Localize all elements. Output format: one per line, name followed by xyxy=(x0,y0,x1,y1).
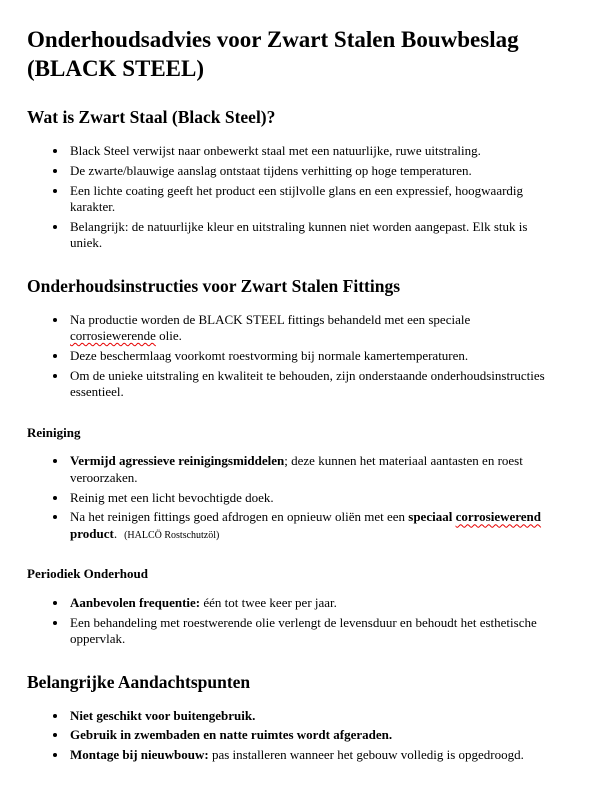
bullet-text: ; deze kunnen het materiaal aantasten en roest veroorzaken. xyxy=(70,453,523,485)
bullet-bold-text: product xyxy=(70,525,114,541)
bullet-text: pas installeren wanneer het gebouw volledig is opgedroogd. xyxy=(208,747,524,763)
bullet-text: Na productie worden de BLACK STEEL fittings behandeld met een speciale xyxy=(70,311,471,327)
bullet-text: Na het reinigen fittings goed afdrogen en opnieuw oliën met een xyxy=(70,509,409,525)
list-item xyxy=(68,490,545,506)
list-item xyxy=(68,219,545,252)
bullet-list-periodiek-onderhoud xyxy=(27,595,545,648)
section-heading-onderhoudsinstructies: Onderhoudsinstructies voor Zwart Stalen Fittings xyxy=(27,275,401,296)
bullet-bold-text: Montage bij nieuwbouw: xyxy=(70,747,209,763)
bullet-text: Deze beschermlaag voorkomt roestvorming bij normale kamertemperaturen. xyxy=(70,348,469,364)
bullet-text: Een behandeling met roestwerende olie verlengt de levensduur en behoudt het esthetische oppervlak. xyxy=(70,614,537,647)
bullet-list-reiniging xyxy=(27,453,545,542)
product-note: (HALCÖ Rostschutzöl) xyxy=(124,529,220,541)
list-item xyxy=(68,163,545,179)
bullet-text: Reinig met een licht bevochtigde doek. xyxy=(70,489,274,505)
list-item xyxy=(68,615,545,648)
bullet-bold-text: speciaal xyxy=(408,509,456,525)
bullet-bold-text: Aanbevolen frequentie: xyxy=(70,594,201,610)
bullet-text: Black Steel verwijst naar onbewerkt staal met een natuurlijke, ruwe uitstraling. xyxy=(70,143,481,159)
list-item xyxy=(68,348,545,364)
document-title: Onderhoudsadvies voor Zwart Stalen Bouwbeslag (BLACK STEEL) xyxy=(27,27,519,81)
bullet-text: olie. xyxy=(155,328,182,344)
bullet-list-wat-is xyxy=(27,143,545,252)
section-heading-belangrijke-aandachtspunten: Belangrijke Aandachtspunten xyxy=(27,671,251,692)
list-item xyxy=(68,708,545,724)
bullet-text: . xyxy=(113,525,118,541)
bullet-list-aandachtspunten xyxy=(27,708,545,764)
list-item xyxy=(68,368,545,401)
list-item xyxy=(68,509,545,542)
section-heading-wat-is-zwart-staal: Wat is Zwart Staal (Black Steel)? xyxy=(27,107,276,128)
list-item xyxy=(68,747,545,763)
bullet-bold-text: Niet geschikt voor buitengebruik. xyxy=(70,707,256,723)
list-item xyxy=(68,183,545,216)
bullet-list-onderhoudsinstructies xyxy=(27,312,545,401)
bullet-bold-text: Vermijd agressieve reinigingsmiddelen xyxy=(70,453,285,469)
list-item xyxy=(68,312,545,345)
list-item xyxy=(68,727,545,743)
subheading-reiniging: Reiniging xyxy=(27,424,81,440)
bullet-text: één tot twee keer per jaar. xyxy=(200,594,337,610)
bullet-bold-text: Gebruik in zwembaden en natte ruimtes wordt afgeraden. xyxy=(70,727,393,743)
list-item xyxy=(68,453,545,486)
bullet-text: Een lichte coating geeft het product een stijlvolle glans en een expressief, hoogwaardig karakter. xyxy=(70,182,524,215)
misspelled-word: corrosiewerend xyxy=(455,509,542,525)
bullet-text: Om de unieke uitstraling en kwaliteit te behouden, zijn onderstaande onderhoudsinstructies essentieel. xyxy=(70,367,545,400)
bullet-text: Belangrijk: de natuurlijke kleur en uitstraling kunnen niet worden aangepast. Elk stuk is uniek. xyxy=(70,219,528,251)
list-item xyxy=(68,595,545,611)
bullet-text: De zwarte/blauwige aanslag ontstaat tijdens verhitting op hoge temperaturen. xyxy=(70,162,472,178)
subheading-periodiek-onderhoud: Periodiek Onderhoud xyxy=(27,566,148,582)
misspelled-word: corrosiewerende xyxy=(70,328,156,344)
list-item xyxy=(68,143,545,159)
